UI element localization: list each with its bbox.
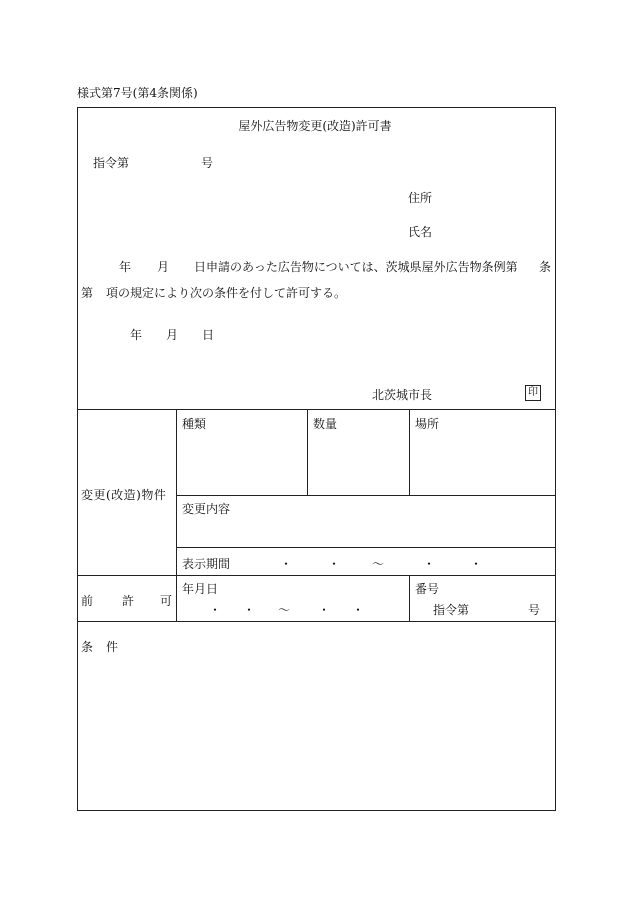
- address-label: 住所: [408, 191, 433, 205]
- previous-permit-label-char: 前: [81, 594, 94, 608]
- body-paragraph: 第: [81, 286, 94, 300]
- divider-date-number: [409, 575, 410, 621]
- body-month: 月: [157, 260, 170, 274]
- previous-date-dot: ・: [318, 603, 331, 617]
- divider-change-contents-bottom: [176, 547, 556, 548]
- previous-date-label: 年月日: [182, 582, 219, 596]
- permit-form-frame: [77, 107, 556, 811]
- previous-directive-suffix: 号: [528, 603, 541, 617]
- period-dot: ・: [470, 557, 483, 571]
- conditions-label-char: 件: [106, 640, 119, 654]
- period-tilde: 〜: [372, 557, 385, 571]
- body-line1-text: 日申請のあった広告物については、茨城県屋外広告物条例第: [194, 260, 518, 274]
- previous-permit-label-char: 可: [160, 594, 173, 608]
- divider-quantity-location: [409, 409, 410, 495]
- previous-number-label: 番号: [415, 582, 440, 596]
- period-dot: ・: [280, 557, 293, 571]
- document-title: 屋外広告物変更(改造)許可書: [238, 119, 392, 133]
- directive-prefix: 指令第: [93, 156, 130, 170]
- previous-directive-prefix: 指令第: [433, 603, 470, 617]
- previous-date-dot: ・: [352, 603, 365, 617]
- date-year: 年: [130, 328, 143, 342]
- conditions-label-char: 条: [81, 640, 94, 654]
- name-label: 氏名: [408, 225, 433, 239]
- previous-date-tilde: 〜: [278, 603, 291, 617]
- display-period-label: 表示期間: [182, 557, 231, 571]
- divider-label-column: [176, 409, 177, 621]
- change-contents-label: 変更内容: [182, 502, 231, 516]
- date-day: 日: [202, 328, 215, 342]
- previous-date-dot: ・: [243, 603, 256, 617]
- body-line2-text: 項の規定により次の条件を付して許可する。: [106, 286, 347, 300]
- divider-type-row-bottom: [176, 495, 556, 496]
- date-month: 月: [166, 328, 179, 342]
- divider-changed-item-bottom: [77, 575, 556, 576]
- previous-date-dot: ・: [209, 603, 222, 617]
- body-year: 年: [119, 260, 132, 274]
- previous-permit-label-char: 許: [122, 594, 135, 608]
- period-dot: ・: [423, 557, 436, 571]
- directive-suffix: 号: [201, 156, 214, 170]
- period-dot: ・: [328, 557, 341, 571]
- body-article: 条: [539, 260, 552, 274]
- type-label: 種類: [182, 417, 207, 431]
- divider-previous-permit-bottom: [77, 621, 556, 622]
- issuer-title: 北茨城市長: [372, 388, 433, 402]
- seal-mark: 印: [525, 385, 541, 401]
- divider-header-bottom: [77, 409, 556, 410]
- changed-item-label: 変更(改造)物件: [81, 488, 167, 502]
- form-number: 様式第7号(第4条関係): [77, 86, 198, 100]
- location-label: 場所: [415, 417, 440, 431]
- divider-type-quantity: [307, 409, 308, 495]
- quantity-label: 数量: [313, 417, 338, 431]
